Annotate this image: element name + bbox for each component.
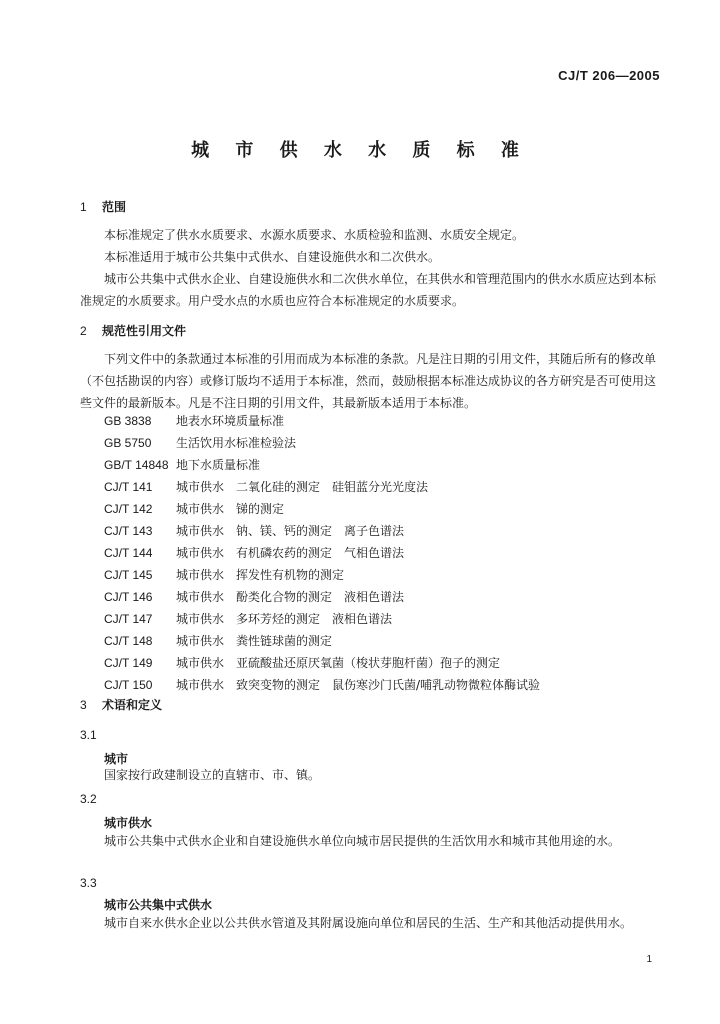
term-definition: 城市公共集中式供水企业和自建设施供水单位向城市居民提供的生活饮用水和城市其他用途的水。 [104, 834, 621, 848]
reference-item [104, 410, 664, 432]
section-title: 术语和定义 [102, 698, 163, 712]
section-number: 3 [80, 698, 87, 712]
reference-code: GB 5750 [104, 436, 152, 450]
paragraph: 本标准规定了供水水质要求、水源水质要求、水质检验和监测、水质安全规定。 [104, 228, 525, 242]
reference-item [104, 674, 664, 696]
reference-item [104, 498, 664, 520]
reference-item [104, 652, 664, 674]
reference-item [104, 608, 664, 630]
reference-item [104, 454, 664, 476]
reference-item [104, 564, 664, 586]
reference-title: 城市供水 二氧化硅的测定 硅钼蓝分光光度法 [176, 480, 429, 494]
section-number: 2 [80, 324, 87, 338]
reference-title: 城市供水 多环芳烃的测定 液相色谱法 [176, 612, 393, 626]
reference-code: CJ/T 143 [104, 524, 153, 538]
reference-title: 地下水质量标准 [176, 458, 261, 472]
document-title: 城 市 供 水 水 质 标 准 [191, 140, 529, 161]
section-title: 范围 [102, 200, 127, 214]
term-number: 3.3 [80, 876, 97, 890]
reference-title: 地表水环境质量标准 [176, 414, 285, 428]
paragraph: 本标准适用于城市公共集中式供水、自建设施供水和二次供水。 [104, 250, 441, 264]
reference-code: CJ/T 141 [104, 480, 153, 494]
page-number: 1 [646, 954, 652, 965]
term-number: 3.2 [80, 792, 97, 806]
term-name: 城市供水 [104, 816, 153, 830]
reference-code: CJ/T 142 [104, 502, 153, 516]
reference-title: 城市供水 锑的测定 [176, 502, 285, 516]
reference-code: GB 3838 [104, 414, 152, 428]
reference-item [104, 586, 664, 608]
reference-title: 城市供水 有机磷农药的测定 气相色谱法 [176, 546, 405, 560]
reference-title: 城市供水 挥发性有机物的测定 [176, 568, 345, 582]
reference-code: CJ/T 146 [104, 590, 153, 604]
section-1-heading [80, 198, 126, 215]
reference-title: 生活饮用水标准检验法 [176, 436, 297, 450]
reference-title: 城市供水 粪性链球菌的测定 [176, 634, 333, 648]
paragraph: 下列文件中的条款通过本标准的引用而成为本标准的条款。凡是注日期的引用文件，其随后所有的修改单（不包括勘误的内容）或修订版均不适用于本标准，然而，鼓励根据本标准达成协议的各方研究是否可使用这些文件的最新版本。凡是不注日期的引用文件，其最新版本适用于本标准。 [80, 352, 657, 410]
reference-code: CJ/T 144 [104, 546, 153, 560]
standard-code: CJ/T 206—2005 [558, 68, 660, 83]
reference-item [104, 520, 664, 542]
term-number: 3.1 [80, 728, 97, 742]
reference-code: GB/T 14848 [104, 458, 169, 472]
section-title: 规范性引用文件 [102, 324, 187, 338]
term-name: 城市 [104, 752, 129, 766]
reference-code: CJ/T 145 [104, 568, 153, 582]
reference-code: CJ/T 150 [104, 678, 153, 692]
reference-item [104, 476, 664, 498]
reference-code: CJ/T 148 [104, 634, 153, 648]
reference-item [104, 542, 664, 564]
reference-item [104, 432, 664, 454]
term-name: 城市公共集中式供水 [104, 898, 213, 912]
reference-title: 城市供水 亚硫酸盐还原厌氧菌（梭状芽胞杆菌）孢子的测定 [176, 656, 501, 670]
reference-title: 城市供水 致突变物的测定 鼠伤寒沙门氏菌/哺乳动物微粒体酶试验 [176, 678, 541, 692]
section-number: 1 [80, 200, 87, 214]
term-definition: 城市自来水供水企业以公共供水管道及其附属设施向单位和居民的生活、生产和其他活动提供用水。 [104, 916, 633, 930]
reference-list [104, 410, 664, 696]
reference-code: CJ/T 149 [104, 656, 153, 670]
term-definition: 国家按行政建制设立的直辖市、市、镇。 [104, 768, 321, 782]
reference-title: 城市供水 酚类化合物的测定 液相色谱法 [176, 590, 405, 604]
section-3-heading [80, 696, 162, 713]
reference-code: CJ/T 147 [104, 612, 153, 626]
reference-item [104, 630, 664, 652]
section-2-heading [80, 322, 186, 339]
paragraph: 城市公共集中式供水企业、自建设施供水和二次供水单位，在其供水和管理范围内的供水水质应达到本标准规定的水质要求。用户受水点的水质也应符合本标准规定的水质要求。 [80, 272, 657, 308]
reference-title: 城市供水 钠、镁、钙的测定 离子色谱法 [176, 524, 405, 538]
